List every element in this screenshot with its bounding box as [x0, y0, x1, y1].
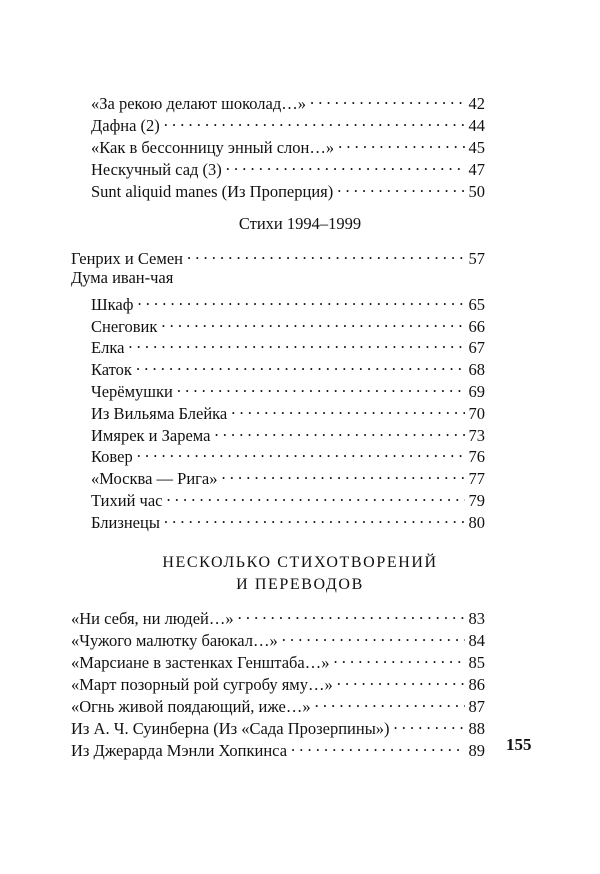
toc-entry-page: 44: [465, 115, 486, 136]
toc-entry: [91, 332, 485, 357]
toc-entry-page: 66: [465, 316, 486, 337]
toc-dot-leader: [315, 691, 465, 712]
toc-entry-page: 83: [465, 608, 486, 629]
toc-dot-leader: [337, 669, 465, 690]
toc-entry: [71, 603, 485, 628]
toc-entry-page: 42: [465, 93, 486, 114]
toc-dot-leader: [337, 176, 464, 197]
toc-entry-title: Черёмушки: [91, 381, 177, 402]
toc-entry-title: Sunt aliquid manes (Из Проперция): [91, 181, 337, 202]
toc-entry-page: 85: [465, 652, 486, 673]
toc-entry-title: Из А. Ч. Суинберна (Из «Сада Прозерпины»): [71, 718, 394, 739]
toc-entry-title: Имярек и Зарема: [91, 425, 214, 446]
toc-entry: [71, 647, 485, 672]
toc-group-title: Дума иван-чая: [71, 268, 174, 287]
toc-entry: [71, 243, 485, 268]
toc-entry: [71, 735, 485, 760]
toc-entry: [91, 376, 485, 401]
toc-dot-leader: [166, 485, 464, 506]
toc-entry-title: Из Джерарда Мэнли Хопкинса: [71, 740, 291, 761]
toc-dot-leader: [177, 376, 465, 397]
toc-entry: [91, 110, 485, 135]
toc-entry-page: 67: [465, 337, 486, 358]
toc-entry-page: 68: [465, 359, 486, 380]
toc-dot-leader: [338, 132, 464, 153]
toc-dot-leader: [222, 463, 465, 484]
section-heading-line1: НЕСКОЛЬКО СТИХОТВОРЕНИЙ: [162, 554, 438, 571]
section-heading-line2: И ПЕРЕВОДОВ: [236, 576, 364, 593]
toc-dot-leader: [238, 603, 465, 624]
toc-dot-leader: [291, 735, 464, 756]
toc-entry-page: 77: [465, 468, 486, 489]
toc-entry-title: «За рекою делают шоколад…»: [91, 93, 310, 114]
toc-entry: [71, 713, 485, 738]
toc-entry-title: Ковер: [91, 446, 137, 467]
toc-dot-leader: [161, 311, 464, 332]
toc-entry-title: «Как в бессонницу энный слон…»: [91, 137, 338, 158]
toc-entry-title: «Чужого малютку баюкал…»: [71, 630, 282, 651]
toc-entry: [91, 88, 485, 113]
toc-entry-title: «Марсиане в застенках Генштаба…»: [71, 652, 334, 673]
toc-entry-title: Снеговик: [91, 316, 161, 337]
toc-entry-title: «Март позорный рой сугробу яму…»: [71, 674, 337, 695]
toc-entry-title: «Огнь живой поядающий, иже…»: [71, 696, 315, 717]
toc-entry-page: 86: [465, 674, 486, 695]
toc-entry: [91, 485, 485, 510]
toc-dot-leader: [136, 354, 465, 375]
toc-entry: [91, 176, 485, 201]
toc-dot-leader: [128, 332, 464, 353]
toc-entry: [71, 691, 485, 716]
toc-entry: [91, 132, 485, 157]
toc-entry-page: 84: [465, 630, 486, 651]
toc-dot-leader: [310, 88, 464, 109]
toc-entry-page: 79: [465, 490, 486, 511]
toc-entry-page: 65: [465, 294, 486, 315]
toc-entry: [91, 441, 485, 466]
toc-entry-title: «Ни себя, ни людей…»: [71, 608, 238, 629]
toc-entry-title: Каток: [91, 359, 136, 380]
toc-dot-leader: [394, 713, 465, 734]
toc-dot-leader: [164, 110, 465, 131]
toc-entry: [91, 507, 485, 532]
toc-entry-page: 80: [465, 512, 486, 533]
toc-dot-leader: [282, 625, 465, 646]
toc-dot-leader: [164, 507, 465, 528]
toc-entry-title: Елка: [91, 337, 128, 358]
toc-entry: [91, 398, 485, 423]
toc-entry-title: Из Вильяма Блейка: [91, 403, 231, 424]
toc-entry-page: 47: [465, 159, 486, 180]
toc-entry-page: 88: [465, 718, 486, 739]
toc-dot-leader: [334, 647, 465, 668]
toc-dot-leader: [226, 154, 465, 175]
toc-dot-leader: [137, 441, 465, 462]
toc-entry: [71, 669, 485, 694]
toc-entry-page: 76: [465, 446, 486, 467]
toc-entry: [91, 354, 485, 379]
toc-dot-leader: [137, 289, 464, 310]
toc-entry-title: Тихий час: [91, 490, 166, 511]
toc-entry: [91, 289, 485, 314]
toc-dot-leader: [187, 243, 465, 264]
toc-entry-page: 57: [465, 248, 486, 269]
toc-entry: [71, 625, 485, 650]
toc-entry-title: «Москва — Рига»: [91, 468, 222, 489]
toc-entry-page: 69: [465, 381, 486, 402]
toc-entry-page: 45: [465, 137, 486, 158]
section-heading-poems-1994-1999: Стихи 1994–1999: [238, 214, 362, 233]
toc-entry-title: Генрих и Семен: [71, 248, 187, 269]
toc-entry-title: Дафна (2): [91, 115, 164, 136]
toc-entry-page: 87: [465, 696, 486, 717]
toc-dot-leader: [214, 420, 464, 441]
toc-entry: [91, 463, 485, 488]
toc-entry-title: Близнецы: [91, 512, 164, 533]
page-number: 155: [506, 735, 532, 754]
toc-entry-page: 73: [465, 425, 486, 446]
toc-entry-page: 89: [465, 740, 486, 761]
toc-entry-page: 50: [465, 181, 486, 202]
toc-entry: [91, 154, 485, 179]
toc-dot-leader: [231, 398, 464, 419]
toc-entry-title: Нескучный сад (3): [91, 159, 226, 180]
toc-entry-page: 70: [465, 403, 486, 424]
toc-entry: [91, 420, 485, 445]
toc-entry-title: Шкаф: [91, 294, 137, 315]
toc-entry: [91, 311, 485, 336]
